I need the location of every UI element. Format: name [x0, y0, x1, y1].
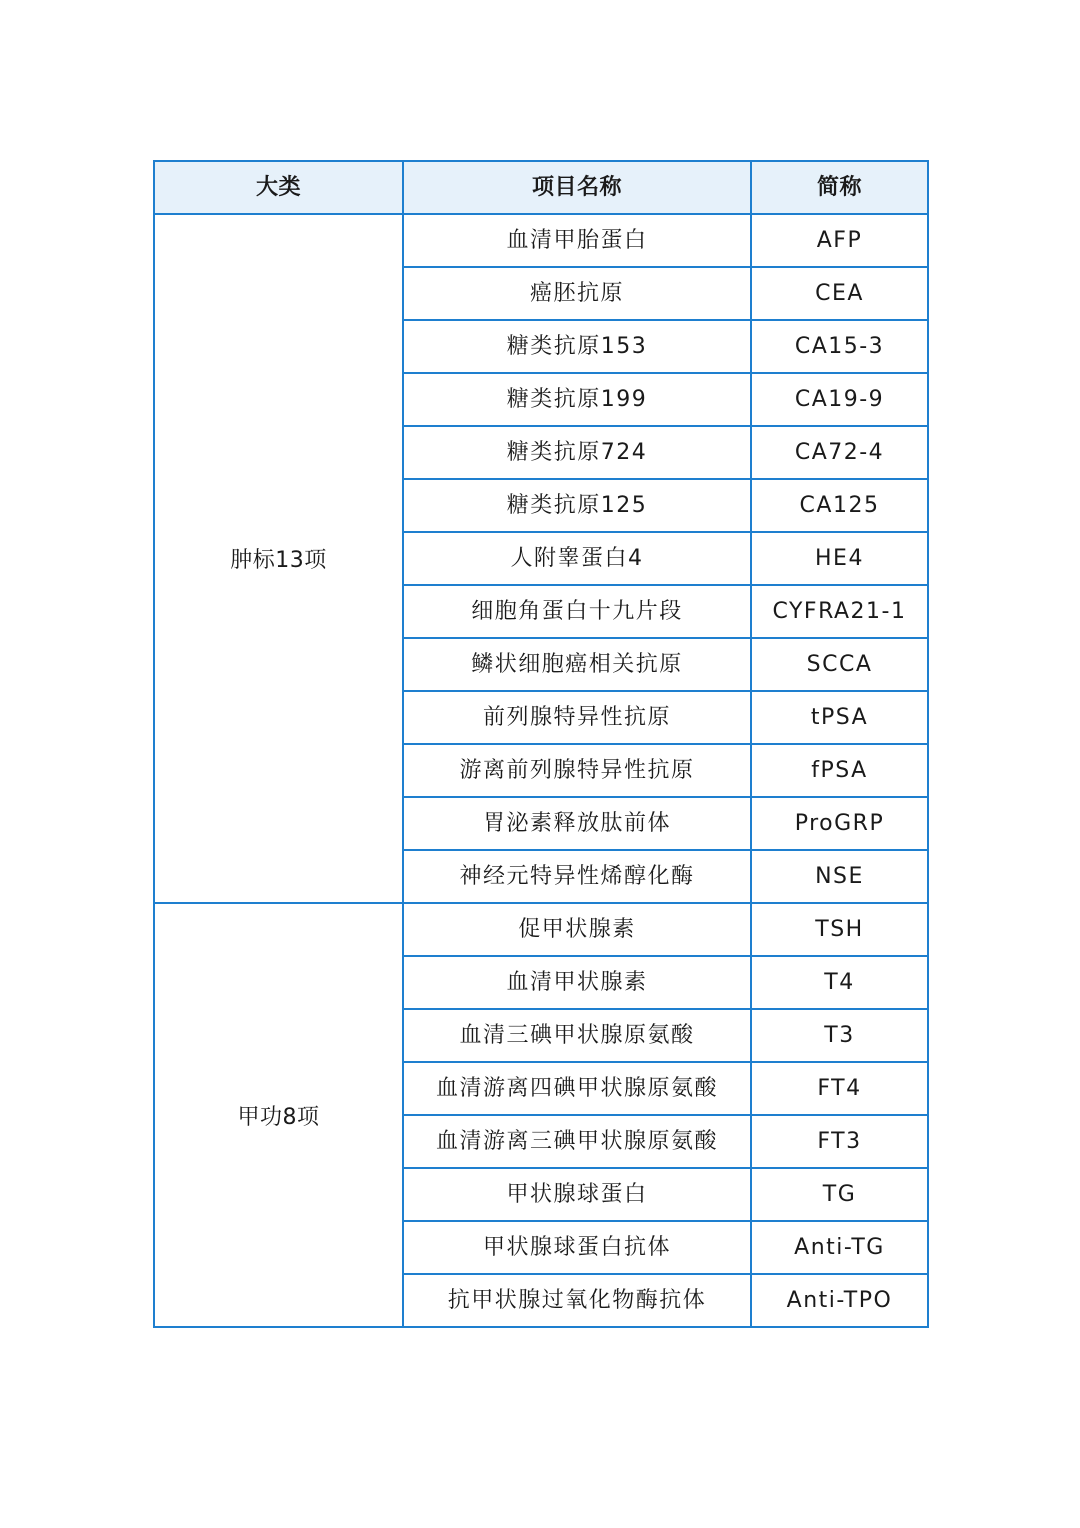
abbreviation-cell: Anti-TPO [751, 1274, 928, 1327]
item-name-cell: 癌胚抗原 [403, 267, 751, 320]
abbreviation-cell: CA15-3 [751, 320, 928, 373]
item-name-cell: 血清游离四碘甲状腺原氨酸 [403, 1062, 751, 1115]
item-name-cell: 促甲状腺素 [403, 903, 751, 956]
table-row [154, 903, 928, 956]
category-cell: 肿标13项 [154, 214, 403, 903]
abbreviation-cell: CEA [751, 267, 928, 320]
item-name-cell: 糖类抗原153 [403, 320, 751, 373]
abbreviation-cell: CA72-4 [751, 426, 928, 479]
test-items-table [153, 160, 929, 1328]
item-name-cell: 甲状腺球蛋白抗体 [403, 1221, 751, 1274]
item-name-cell: 甲状腺球蛋白 [403, 1168, 751, 1221]
item-name-cell: 细胞角蛋白十九片段 [403, 585, 751, 638]
abbreviation-cell: fPSA [751, 744, 928, 797]
abbreviation-cell: tPSA [751, 691, 928, 744]
abbreviation-cell: FT3 [751, 1115, 928, 1168]
item-name-cell: 神经元特异性烯醇化酶 [403, 850, 751, 903]
item-name-cell: 糖类抗原125 [403, 479, 751, 532]
item-name-cell: 血清甲胎蛋白 [403, 214, 751, 267]
header-row [154, 161, 928, 214]
item-name-cell: 人附睾蛋白4 [403, 532, 751, 585]
item-name-cell: 游离前列腺特异性抗原 [403, 744, 751, 797]
abbreviation-cell: HE4 [751, 532, 928, 585]
item-name-cell: 抗甲状腺过氧化物酶抗体 [403, 1274, 751, 1327]
abbreviation-cell: SCCA [751, 638, 928, 691]
abbreviation-cell: Anti-TG [751, 1221, 928, 1274]
abbreviation-cell: CYFRA21-1 [751, 585, 928, 638]
item-name-cell: 血清甲状腺素 [403, 956, 751, 1009]
header-item-name: 项目名称 [403, 161, 751, 214]
abbreviation-cell: AFP [751, 214, 928, 267]
item-name-cell: 糖类抗原724 [403, 426, 751, 479]
item-name-cell: 胃泌素释放肽前体 [403, 797, 751, 850]
header-abbreviation: 简称 [751, 161, 928, 214]
item-name-cell: 前列腺特异性抗原 [403, 691, 751, 744]
category-cell: 甲功8项 [154, 903, 403, 1327]
abbreviation-cell: CA125 [751, 479, 928, 532]
item-name-cell: 血清游离三碘甲状腺原氨酸 [403, 1115, 751, 1168]
abbreviation-cell: TSH [751, 903, 928, 956]
item-name-cell: 血清三碘甲状腺原氨酸 [403, 1009, 751, 1062]
abbreviation-cell: T3 [751, 1009, 928, 1062]
abbreviation-cell: CA19-9 [751, 373, 928, 426]
abbreviation-cell: FT4 [751, 1062, 928, 1115]
abbreviation-cell: TG [751, 1168, 928, 1221]
table-row [154, 214, 928, 267]
abbreviation-cell: T4 [751, 956, 928, 1009]
abbreviation-cell: NSE [751, 850, 928, 903]
item-name-cell: 鳞状细胞癌相关抗原 [403, 638, 751, 691]
abbreviation-cell: ProGRP [751, 797, 928, 850]
header-category: 大类 [154, 161, 403, 214]
item-name-cell: 糖类抗原199 [403, 373, 751, 426]
